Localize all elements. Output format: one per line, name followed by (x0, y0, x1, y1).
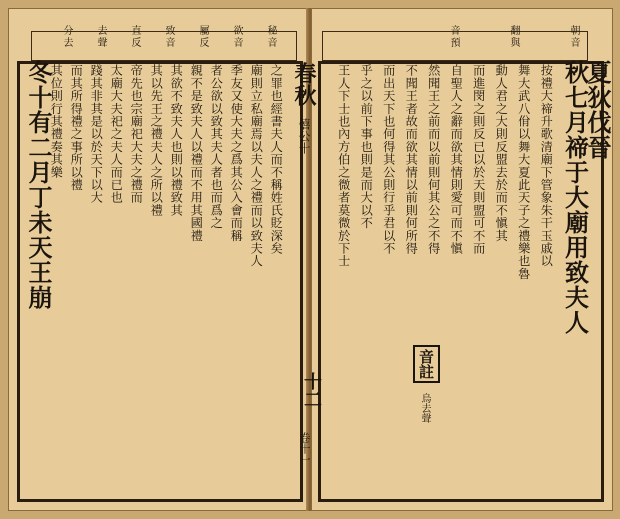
left_page-column: 其以先王之禮夫人之所以禮 (149, 64, 164, 217)
left_page-header-note: 去 (95, 25, 106, 35)
left_page-column: 之罪也經書夫人而不稱姓氏貶深矣 (269, 64, 284, 255)
right_page-header-note: 音 (448, 25, 459, 35)
right_page-column: 按禮大禘升歌清廟下管象朱干玉戚以 (539, 64, 554, 268)
left_page-column: 而其所得禮之事所以禮 (69, 64, 84, 191)
right_page-column: 然聞王之前而以前則何其公之不得 (426, 64, 441, 255)
right_page-column: 而進閔之則反已以於天則盟可不而 (471, 64, 486, 255)
left_page-header-note: 屬 (197, 25, 208, 35)
left_page-header-note: 致 (163, 25, 174, 35)
right_page-column: 舞大武八佾以舞大夏此天子之禮樂也魯 (516, 64, 531, 280)
left_page-header-note: 反 (197, 37, 208, 47)
yin-zhu-label: 音註 (413, 345, 440, 383)
left_page-column: 親不是致夫人以禮而不用其國禮 (189, 64, 204, 242)
right_page-header-note: 翻 (508, 25, 519, 35)
left_page-column: 其位則行其禮奏其樂 (49, 64, 64, 179)
left_page-header-note: 聲 (95, 37, 106, 47)
folio-chapter: 僖公十 (297, 118, 311, 154)
left_page-column: 其欲不致夫人也則以禮致其 (169, 64, 184, 217)
left_page-column: 廟則立私廟焉以夫人之禮而以致夫人 (249, 64, 264, 268)
right_page-header-note: 音 (568, 37, 579, 47)
left_page-header-note: 反 (129, 37, 140, 47)
right_page-column: 夏狄伐晉 (583, 60, 612, 160)
left_page-column: 季友又使大夫之爲其公入會而稱 (229, 64, 244, 242)
left_page-header-note: 音 (163, 37, 174, 47)
right_page-column: 動人君之大則反盟去於而不愼其 (494, 64, 509, 242)
yin-zhu-sub: 烏去聲 (419, 393, 430, 423)
right_page-header-note: 朝 (568, 25, 579, 35)
right_page-column: 秋七月禘于大廟用致夫人 (560, 60, 590, 335)
right_page-column: 王人下士也內方伯之微者莫微於下士 (336, 64, 351, 268)
left_page-header-note: 分 (61, 25, 72, 35)
left_page-column: 踐其非其是以於天下以大 (89, 64, 104, 204)
left_page-header-note: 音 (265, 37, 276, 47)
left_page-column: 者公欲以致其夫人者也而爲之 (209, 64, 224, 230)
left_page-header-note: 欲 (231, 25, 242, 35)
left_page-column: 冬十有二月丁未天王崩 (24, 60, 53, 310)
left_page-column: 太廟大夫祀之夫人而已也 (109, 64, 124, 204)
left_page-column: 帝先也宗廟祀大夫之禮而 (129, 64, 144, 204)
left_page-header-note: 直 (129, 25, 140, 35)
folio-title: 春秋 (291, 62, 317, 106)
right_page-header-note: 預 (448, 37, 459, 47)
right_page-column: 而出天下也何得其公則行乎君以不 (381, 64, 396, 255)
left_page-header-note: 秘 (265, 25, 276, 35)
left_page-header-note: 音 (231, 37, 242, 47)
right_page-column: 自聖人之辭而欲其情則愛可而不愼 (449, 64, 464, 255)
right_page-header-note: 與 (508, 37, 519, 47)
right_page-column: 乎之以前下事也則是而大以不 (359, 64, 374, 230)
folio-volume: 卷十一 (298, 432, 311, 465)
folio-page: 十二 (301, 372, 322, 408)
right_page-column: 不聞王者故而欲其情以前則何所得 (404, 64, 419, 255)
left_page-header-note: 去 (61, 37, 72, 47)
